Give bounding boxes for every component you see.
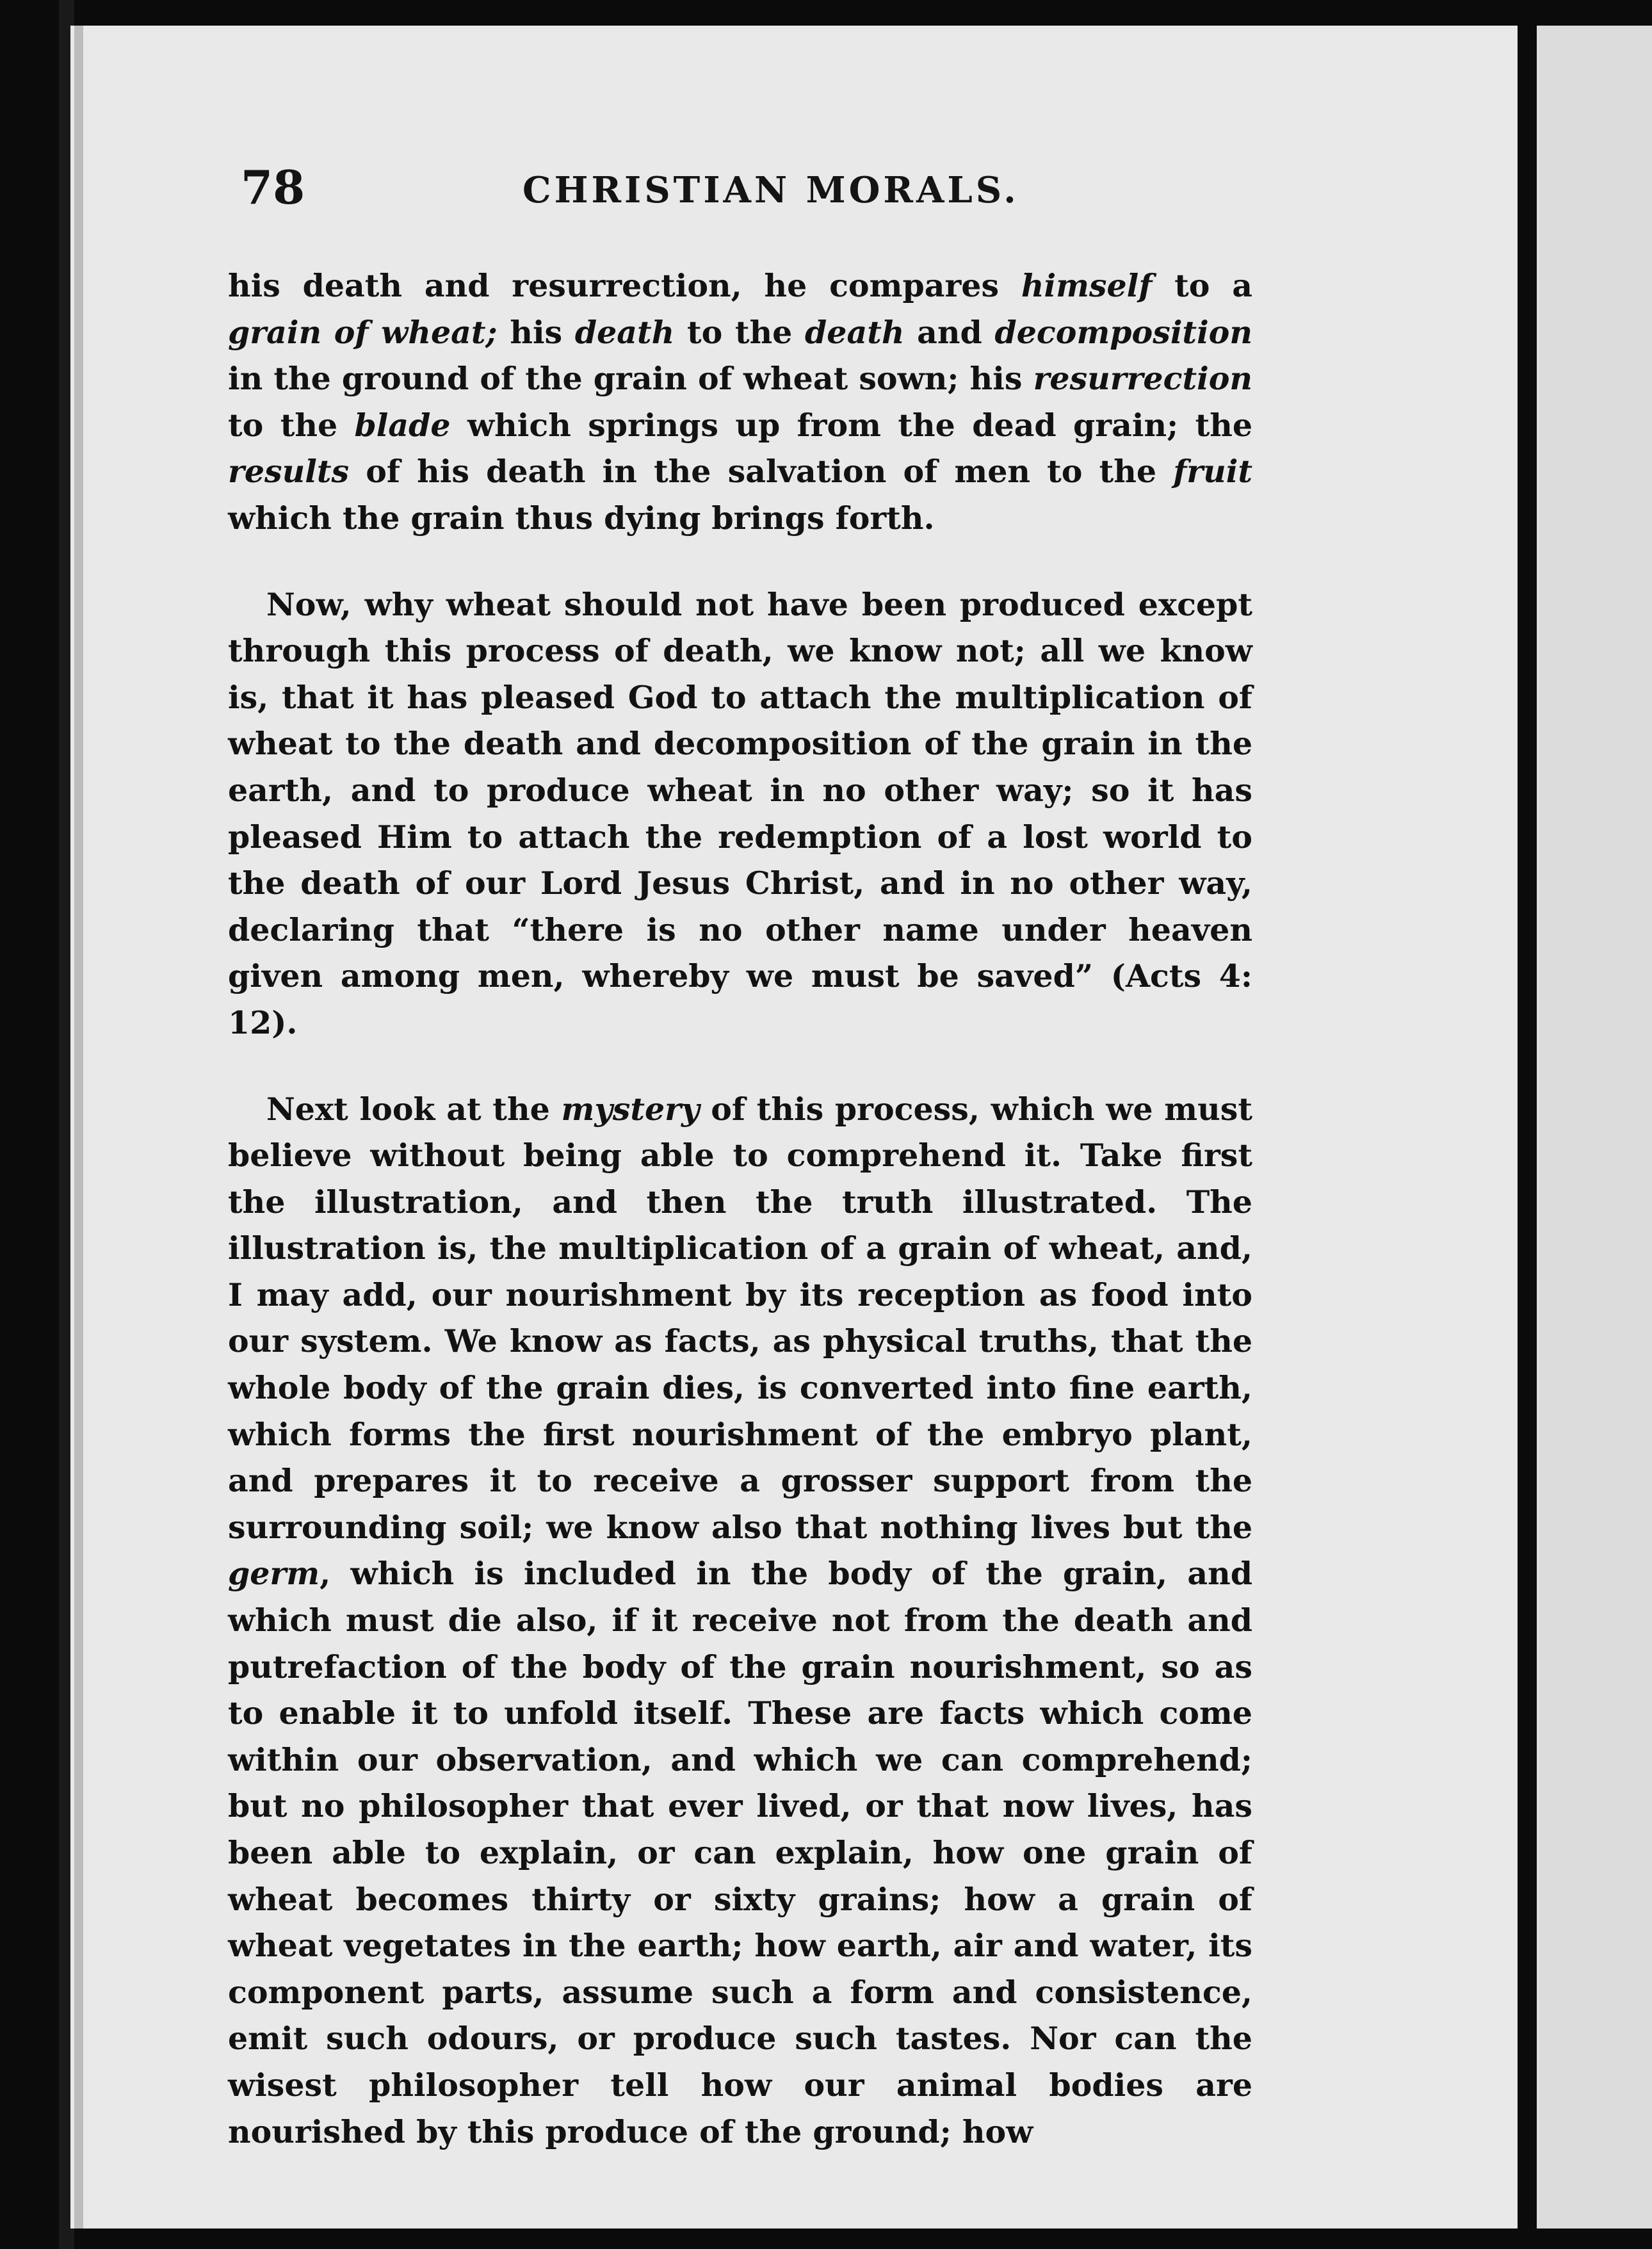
text-run: and xyxy=(904,313,995,351)
italic-text: decomposition xyxy=(994,313,1252,351)
italic-text: resurrection xyxy=(1033,360,1252,398)
text-run: Next look at the xyxy=(266,1090,562,1128)
paragraph xyxy=(228,263,1252,542)
italic-text: blade xyxy=(354,406,451,444)
italic-text: death xyxy=(574,313,675,351)
text-run: of his death in the salvation of men to the xyxy=(349,453,1174,491)
text-run: to the xyxy=(674,313,806,351)
text-run: to a xyxy=(1152,267,1253,304)
italic-text: results xyxy=(228,453,350,491)
text-run: in the ground of the grain of wheat sown; his xyxy=(228,360,1033,398)
page-number: 78 xyxy=(241,160,305,215)
italic-text: grain of wheat; xyxy=(228,313,498,351)
italic-text: germ xyxy=(228,1555,320,1593)
italic-text: mystery xyxy=(561,1090,700,1128)
text-run: which springs up from the dead grain; the xyxy=(450,406,1253,444)
text-run: which the grain thus dying brings forth. xyxy=(228,499,935,537)
text-run: Now, why wheat should not have been produced except through this process of death, we know not; all we know is, that it has pleased God to attach the multiplication of wheat to the death and decomposition of the grain in the earth, and to produce wheat in no other way; so it has pleased Him to attach the redemption of a lost world to the death of our Lord Jesus Christ, and in no other way, declaring that “there is no other name under heaven given among men, whereby we must be saved” (Acts 4: 12). xyxy=(228,585,1252,1041)
text-run: his xyxy=(497,313,575,351)
facing-page xyxy=(1537,26,1652,2229)
body-text xyxy=(228,263,1252,2155)
running-head: CHRISTIAN MORALS. xyxy=(522,169,1019,211)
paragraph xyxy=(228,1086,1252,2156)
italic-text: fruit xyxy=(1173,453,1252,491)
text-run: his death and resurrection, he compares xyxy=(228,267,1021,304)
text-run: , which is included in the body of the grain, and which must die also, if it receive not from the death and putrefaction of the body of the grain nourishment, so as to enable it to unfold itself. These are facts which come within our observation, and which we can comprehend; but no philosopher that ever lived, or that now lives, has been able to explain, or can explain, how one grain of wheat becomes thirty or sixty grains; how a grain of wheat vegetates in the earth; how earth, air and water, its component parts, assume such a form and consistence, emit such odours, or produce such tastes. Nor can the wisest philosopher tell how our animal bodies are nourished by this produce of the ground; how xyxy=(228,1555,1252,2150)
paragraph xyxy=(228,581,1252,1046)
text-run: of this process, which we must believe without being able to comprehend it. Take first the illustration, and then the truth illustrated. The illustration is, the multiplication of a grain of wheat, and, I may add, our nourishment by its reception as food into our system. We know as facts, as physical truths, that the whole body of the grain dies, is converted into fine earth, which forms the first nourishment of the embryo plant, and prepares it to receive a grosser support from the surrounding soil; we know also that nothing lives but the xyxy=(228,1090,1252,1546)
text-run: to the xyxy=(228,406,355,444)
italic-text: death xyxy=(805,313,905,351)
page-gutter xyxy=(74,26,83,2229)
italic-text: himself xyxy=(1021,267,1153,304)
page-header xyxy=(241,160,1252,215)
